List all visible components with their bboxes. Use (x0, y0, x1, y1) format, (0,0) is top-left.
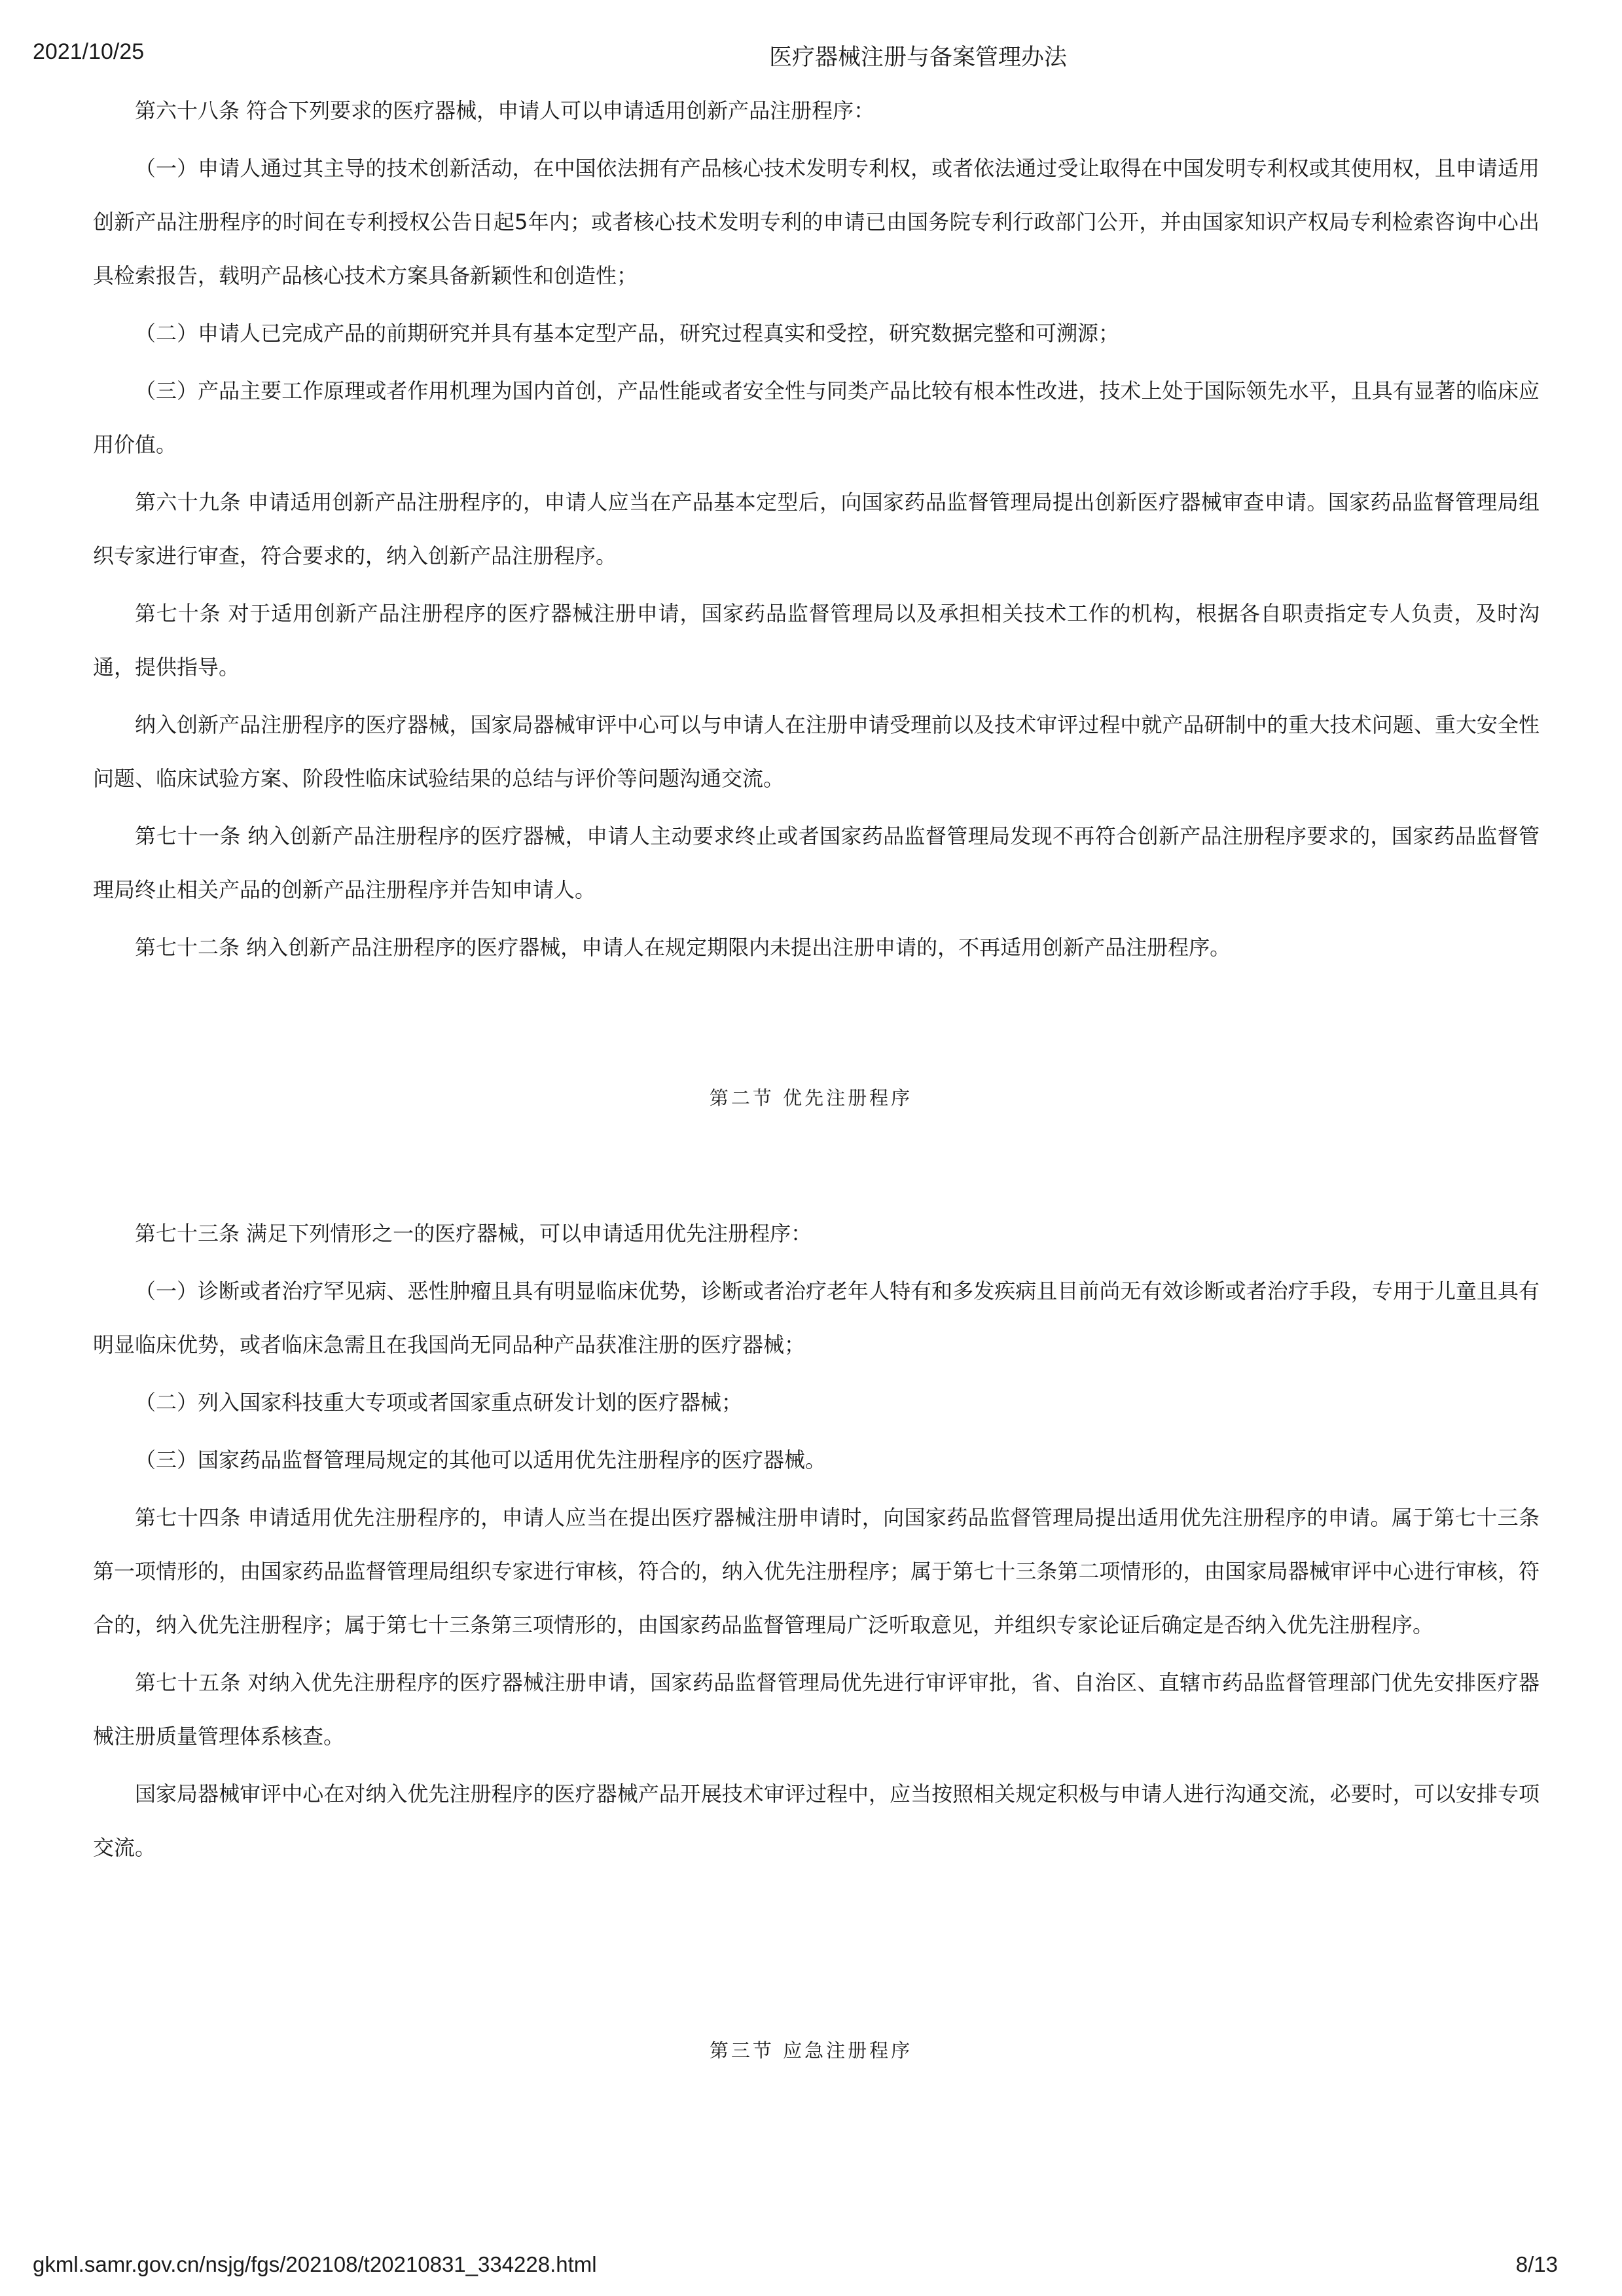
page-header-title: 医疗器械注册与备案管理办法 (769, 45, 1068, 71)
article-block-priority (93, 1207, 1540, 1878)
article-68-item-2: （二）申请人已完成产品的前期研究并具有基本定型产品，研究过程真实和受控，研究数据完整和可溯源； (135, 321, 1120, 346)
article-69: 第六十九条 申请适用创新产品注册程序的，申请人应当在产品基本定型后，向国家药品监督管理局提出创新医疗器械审查申请。国家药品监督管理局组织专家进行审查，符合要求的，纳入创新产品注册程序。 (93, 490, 1540, 568)
article-72: 第七十二条 纳入创新产品注册程序的医疗器械，申请人在规定期限内未提出注册申请的，不再适用创新产品注册程序。 (135, 935, 1231, 960)
article-70-para-2: 纳入创新产品注册程序的医疗器械，国家局器械审评中心可以与申请人在注册申请受理前以及技术审评过程中就产品研制中的重大技术问题、重大安全性问题、临床试验方案、阶段性临床试验结果的总结与评价等问题沟通交流。 (93, 712, 1540, 791)
article-68-item-3: （三）产品主要工作原理或者作用机理为国内首创，产品性能或者安全性与同类产品比较有根本性改进，技术上处于国际领先水平，且具有显著的临床应用价值。 (93, 378, 1540, 457)
article-70: 第七十条 对于适用创新产品注册程序的医疗器械注册申请，国家药品监督管理局以及承担相关技术工作的机构，根据各自职责指定专人负责，及时沟通，提供指导。 (93, 601, 1540, 680)
section-3-heading: 第三节 应急注册程序 (709, 2039, 913, 2062)
article-75: 第七十五条 对纳入优先注册程序的医疗器械注册申请，国家药品监督管理局优先进行审评审批，省、自治区、直辖市药品监督管理部门优先安排医疗器械注册质量管理体系核查。 (93, 1670, 1540, 1749)
article-block-innovative (93, 84, 1540, 978)
article-73-item-1: （一）诊断或者治疗罕见病、恶性肿瘤且具有明显临床优势，诊断或者治疗老年人特有和多发疾病且目前尚无有效诊断或者治疗手段，专用于儿童且具有明显临床优势，或者临床急需且在我国尚无同品种产品获准注册的医疗器械； (93, 1279, 1540, 1357)
article-74: 第七十四条 申请适用优先注册程序的，申请人应当在提出医疗器械注册申请时，向国家药品监督管理局提出适用优先注册程序的申请。属于第七十三条第一项情形的，由国家药品监督管理局组织专家进行审核，符合的，纳入优先注册程序；属于第七十三条第二项情形的，由国家局器械审评中心进行审核，符合的，纳入优先注册程序；属于第七十三条第三项情形的，由国家药品监督管理局广泛听取意见，并组织专家论证后确定是否纳入优先注册程序。 (93, 1505, 1540, 1637)
article-73-item-3: （三）国家药品监督管理局规定的其他可以适用优先注册程序的医疗器械。 (135, 1448, 827, 1472)
article-68-item-1: （一）申请人通过其主导的技术创新活动，在中国依法拥有产品核心技术发明专利权，或者依法通过受让取得在中国发明专利权或其使用权，且申请适用创新产品注册程序的时间在专利授权公告日起5年内；或者核心技术发明专利的申请已由国务院专利行政部门公开，并由国家知识产权局专利检索咨询中心出具检索报告，载明产品核心技术方案具备新颖性和创造性； (93, 156, 1540, 288)
section-2-heading: 第二节 优先注册程序 (709, 1087, 913, 1109)
page-header-date: 2021/10/25 (33, 39, 145, 64)
article-75-para-2: 国家局器械审评中心在对纳入优先注册程序的医疗器械产品开展技术审评过程中，应当按照相关规定积极与申请人进行沟通交流，必要时，可以安排专项交流。 (93, 1781, 1540, 1860)
page-footer-page-number: 8/13 (1515, 2252, 1558, 2276)
article-73: 第七十三条 满足下列情形之一的医疗器械，可以申请适用优先注册程序： (135, 1221, 812, 1246)
article-68: 第六十八条 符合下列要求的医疗器械，申请人可以申请适用创新产品注册程序： (135, 98, 875, 123)
page-footer-url: gkml.samr.gov.cn/nsjg/fgs/202108/t20210831_334228.html (33, 2252, 597, 2276)
article-71: 第七十一条 纳入创新产品注册程序的医疗器械，申请人主动要求终止或者国家药品监督管理局发现不再符合创新产品注册程序要求的，国家药品监督管理局终止相关产品的创新产品注册程序并告知申请人。 (93, 824, 1540, 902)
article-73-item-2: （二）列入国家科技重大专项或者国家重点研发计划的医疗器械； (135, 1390, 743, 1415)
